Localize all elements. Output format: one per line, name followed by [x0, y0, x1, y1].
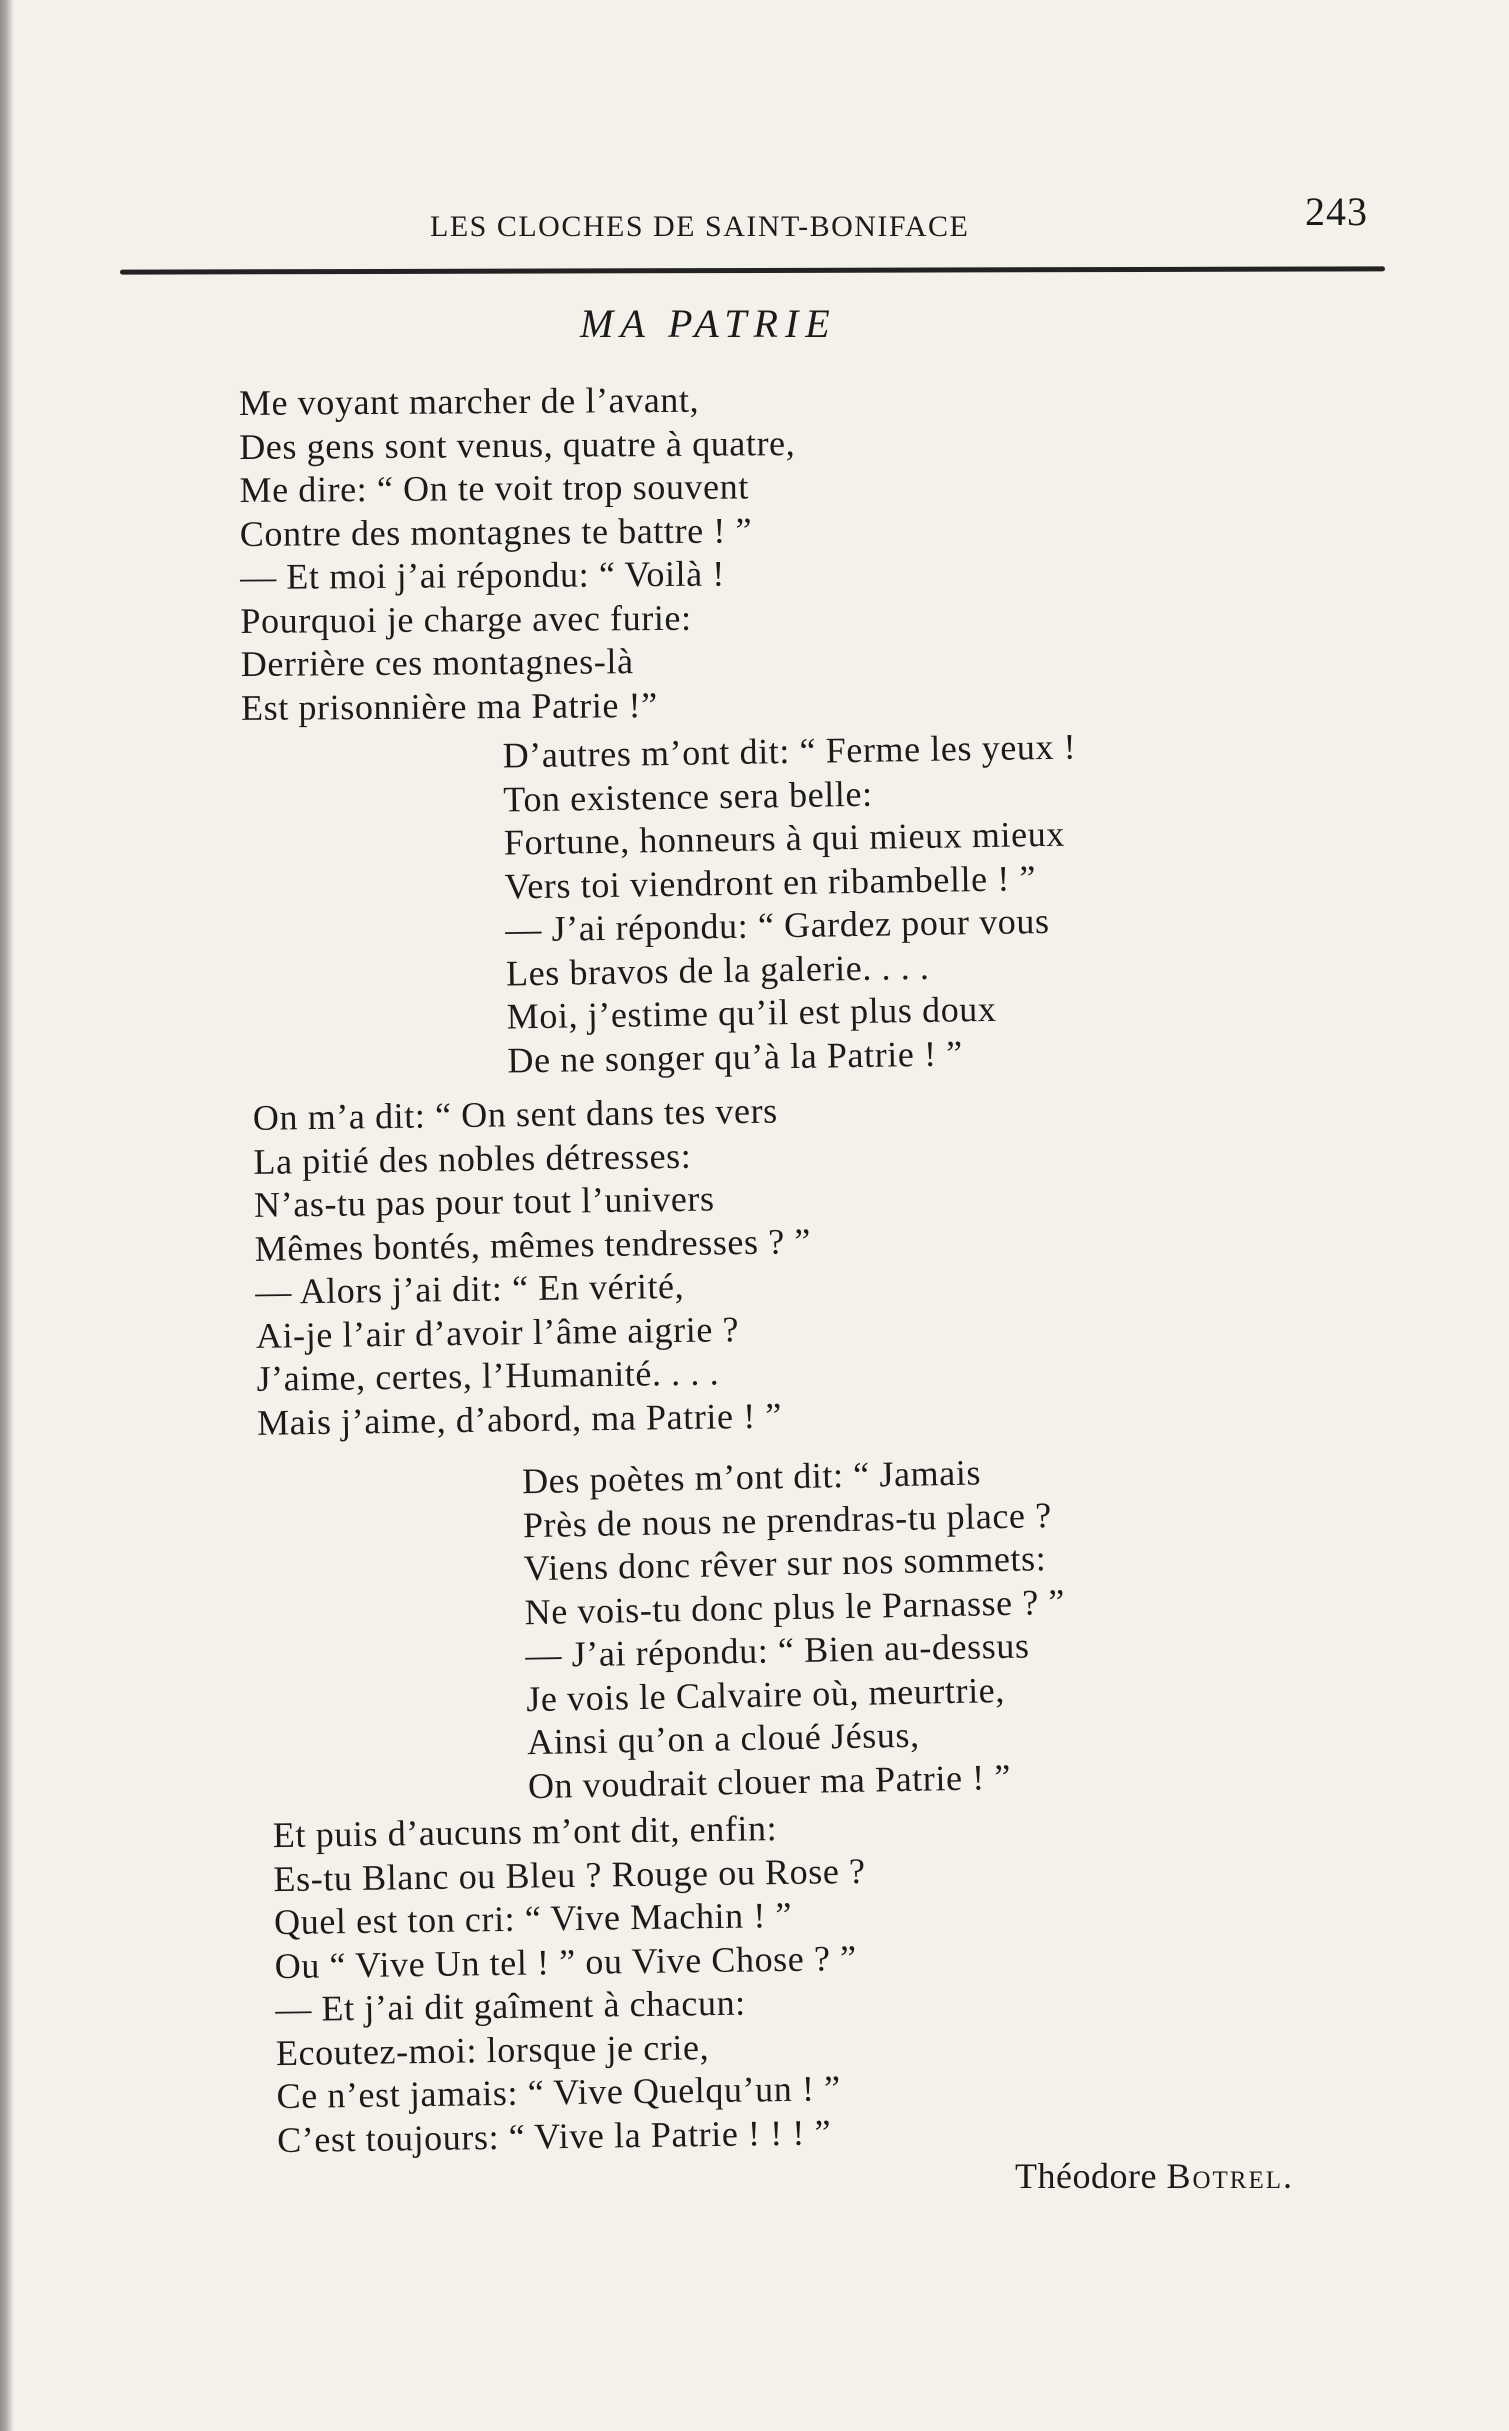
page-number: 243: [1305, 189, 1368, 234]
header-rule: [120, 266, 1385, 274]
poem-line: Ne vois-tu donc plus le Parnasse ? ”: [524, 1581, 1066, 1632]
poem-line: La pitié des nobles détresses:: [253, 1135, 692, 1182]
poem-line: Es-tu Blanc ou Bleu ? Rouge ou Rose ?: [273, 1850, 866, 1899]
poem-line: Me voyant marcher de l’avant,: [238, 379, 700, 423]
poem-line: N’as-tu pas pour tout l’univers: [253, 1178, 715, 1225]
poem-line: Mais j’aime, d’abord, ma Patrie ! ”: [256, 1395, 783, 1443]
poem-line: Ainsi qu’on a cloué Jésus,: [526, 1714, 920, 1763]
poem-line: Viens donc rêver sur nos sommets:: [523, 1538, 1047, 1589]
poem-line: Me dire: “ On te voit trop souvent: [239, 466, 749, 510]
poem-line: Quel est ton cri: “ Vive Machin ! ”: [273, 1894, 793, 1943]
poem-line: De ne songer qu’à la Patrie ! ”: [507, 1032, 964, 1080]
poem-line: J’aime, certes, l’Humanité. . . .: [256, 1352, 720, 1399]
poem-line: — J’ai répondu: “ Bien au-dessus: [525, 1625, 1030, 1676]
author-last-name: Botrel.: [1166, 2156, 1294, 2196]
author-first-name: Théodore: [1015, 2156, 1157, 2196]
running-head: LES CLOCHES DE SAINT-BONIFACE: [430, 210, 970, 243]
poem-line: On voudrait clouer ma Patrie ! ”: [527, 1756, 1012, 1806]
poem-line: Des poètes m’ont dit: “ Jamais: [521, 1452, 982, 1502]
poem-line: C’est toujours: “ Vive la Patrie ! ! ! ”: [276, 2111, 832, 2160]
poem-line: — Alors j’ai dit: “ En vérité,: [255, 1265, 685, 1312]
poem-line: Pourquoi je charge avec furie:: [240, 597, 692, 641]
poem-line: Contre des montagnes te battre ! ”: [239, 509, 753, 554]
poem-line: Des gens sont venus, quatre à quatre,: [239, 422, 796, 467]
poem-line: Et puis d’aucuns m’ont dit, enfin:: [272, 1808, 778, 1856]
poem-line: Vers toi viendront en ribambelle ! ”: [504, 857, 1037, 907]
poem-line: — J’ai répondu: “ Gardez pour vous: [505, 900, 1050, 950]
author-signature: [1015, 2155, 1294, 2197]
poem-line: — Et j’ai dit gaîment à chacun:: [275, 1982, 747, 2030]
stanza-1: [239, 378, 797, 730]
stanza-3: [253, 1089, 814, 1445]
poem-line: Ecoutez-moi: lorsque je crie,: [275, 2026, 710, 2073]
poem-line: Près de nous ne prendras-tu place ?: [522, 1494, 1053, 1545]
poem-line: D’autres m’ont dit: “ Ferme les yeux !: [502, 726, 1077, 776]
poem-line: Ton existence sera belle:: [503, 773, 873, 820]
poem-line: Mêmes bontés, mêmes tendresses ? ”: [254, 1220, 812, 1269]
poem-line: — Et moi j’ai répondu: “ Voilà !: [240, 553, 726, 597]
poem-line: Les bravos de la galerie. . . .: [505, 946, 930, 993]
poem-line: Je vois le Calvaire où, meurtrie,: [525, 1669, 1006, 1719]
poem-line: Ou “ Vive Un tel ! ” ou Vive Chose ? ”: [274, 1937, 857, 1986]
poem-line: Ce n’est jamais: “ Vive Quelqu’un ! ”: [276, 2068, 841, 2117]
poem-line: On m’a dit: “ On sent dans tes vers: [252, 1090, 779, 1138]
poem-line: Derrière ces montagnes-là: [240, 641, 634, 684]
poem-line: Moi, j’estime qu’il est plus doux: [506, 988, 997, 1037]
poem-line: Est prisonnière ma Patrie !”: [240, 684, 658, 728]
poem-line: Ai-je l’air d’avoir l’âme aigrie ?: [255, 1308, 740, 1356]
poem-title: MA PATRIE: [580, 301, 837, 346]
stanza-2: [502, 726, 1081, 1083]
poem-line: Fortune, honneurs à qui mieux mieux: [503, 813, 1066, 863]
stanza-4: [522, 1450, 1069, 1808]
page-spine-shadow: [0, 0, 14, 2431]
stanza-5: [273, 1806, 870, 2162]
